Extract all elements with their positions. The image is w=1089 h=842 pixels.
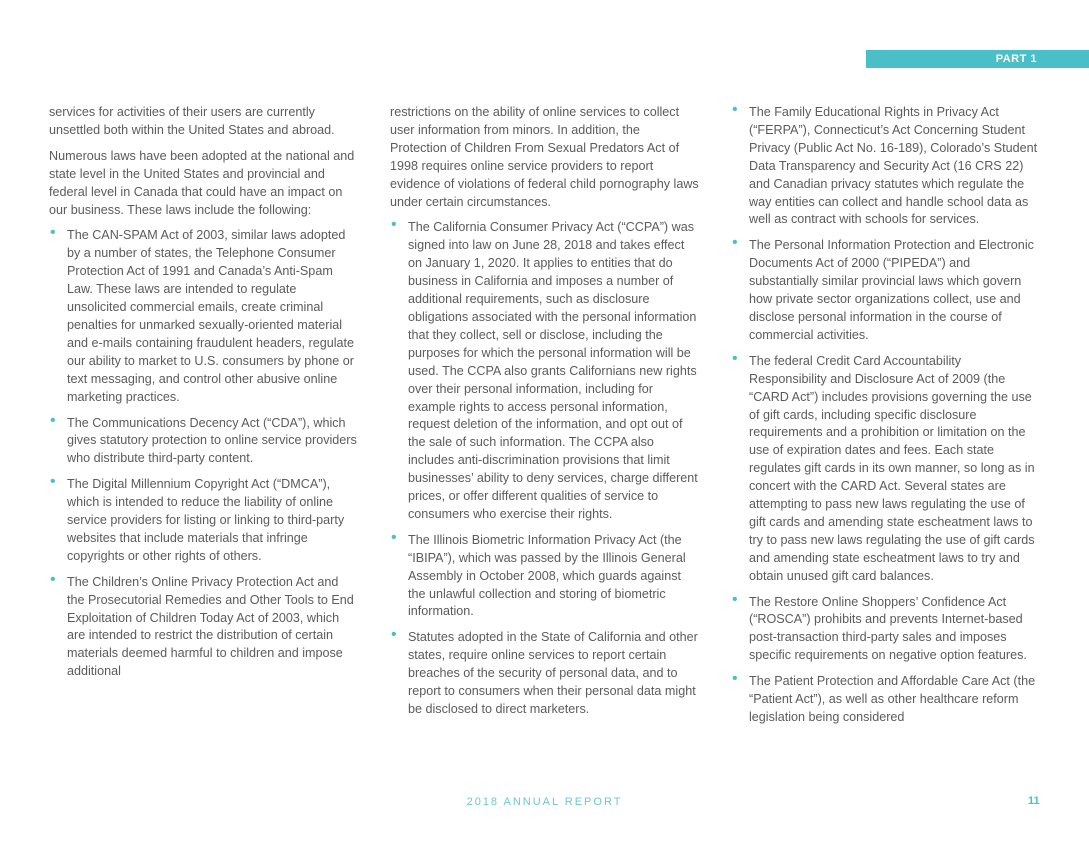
list-item bbox=[390, 626, 700, 719]
list-item-text: The Digital Millennium Copyright Act (“DMCA”), which is intended to reduce the liability of online service providers for listing or linking to third-party websites that include materials that infringe copyrights or other rights of others. bbox=[67, 477, 345, 563]
paragraph: restrictions on the ability of online services to collect user information from minors. In addition, the Protection of Children From Sexual Predators Act of 1998 requires online service providers to report evidence of violations of federal child pornography laws under certain circumstances. bbox=[390, 105, 699, 209]
list-item-text: The Family Educational Rights in Privacy Act (“FERPA”), Connecticut’s Act Concerning Student Privacy (Public Act No. 16-189), Colorado’s Student Data Transparency and Security Act (16 CRS 22) and Canadian privacy statutes which regulate the way entities can collect and handle school data as well as contract with schools for services. bbox=[749, 105, 1038, 227]
list-item bbox=[731, 670, 1041, 727]
bullet-icon: • bbox=[732, 101, 738, 118]
page-number: 11 bbox=[1028, 795, 1040, 807]
section-tab: PART 1 bbox=[866, 50, 1089, 68]
bullet-list bbox=[49, 224, 359, 681]
bullet-icon: • bbox=[50, 570, 56, 588]
list-item-text: Statutes adopted in the State of California and other states, require online services to report certain breaches of the security of personal data, and to report to consumers when their personal data might be disclosed to direct marketers. bbox=[408, 630, 698, 716]
list-item bbox=[731, 590, 1041, 666]
list-item bbox=[49, 570, 359, 681]
paragraph: Numerous laws have been adopted at the national and state level in the United States and provincial and federal level in Canada that could have an impact on our business. These laws include the following: bbox=[49, 148, 355, 217]
bullet-list bbox=[731, 101, 1041, 727]
bullet-icon: • bbox=[50, 473, 56, 491]
list-item-text: The Restore Online Shoppers’ Confidence Act (“ROSCA”) prohibits and prevents Internet-based post-transaction third-party sales and imposes specific requirements on negative option features. bbox=[749, 594, 1027, 663]
list-item bbox=[731, 101, 1041, 229]
bullet-icon: • bbox=[50, 411, 56, 429]
bullet-icon: • bbox=[50, 224, 56, 242]
list-item bbox=[49, 473, 359, 566]
list-item-text: The federal Credit Card Accountability Responsibility and Disclosure Act of 2009 (the “CARD Act”) includes provisions governing the use of gift cards, including specific disclosure requirements and a prohibition or limitation on the use of expiration dates and fees. Each state regulates gift cards in its own manner, so long as in concert with the CARD Act. Several states are attempting to pass new laws regulating the use of gift cards and amending state escheatment laws to try to pass new laws regulating the use of gift cards and amending state escheatment laws to try and obtain unused gift card balances. bbox=[749, 353, 1035, 583]
column-2 bbox=[390, 104, 700, 727]
list-item bbox=[49, 224, 359, 406]
list-item-text: The Illinois Biometric Information Privacy Act (the “IBIPA”), which was passed by the Illinois General Assembly in October 2008, which guards against the unlawful collection and storing of biometric information. bbox=[408, 532, 686, 619]
bullet-icon: • bbox=[732, 590, 738, 608]
list-item-text: The California Consumer Privacy Act (“CCPA”) was signed into law on June 28, 2018 and takes effect on January 1, 2020. It applies to entities that do business in California and imposes a number of additional requirements, such as disclosure obligations associated with the personal information that they collect, sell or disclose, including the purposes for which the personal information will be used. The CCPA also grants Californians new rights over their personal information, including for example rights to access personal information, request deletion of the information, and opt out of the sale of such information. The CCPA also includes anti-discrimination provisions that limit businesses’ ability to deny services, charge different prices, or offer different qualities of service to consumers who exercise their rights. bbox=[408, 220, 698, 521]
list-item-text: The Patient Protection and Affordable Care Act (the “Patient Act”), as well as other healthcare reform legislation being considered bbox=[749, 674, 1036, 724]
column-1 bbox=[49, 104, 359, 689]
list-item bbox=[390, 528, 700, 622]
bullet-icon: • bbox=[391, 528, 397, 546]
paragraph: services for activities of their users are currently unsettled both within the United States and abroad. bbox=[49, 105, 335, 137]
list-item-text: The Children’s Online Privacy Protection Act and the Prosecutorial Remedies and Other Tools to End Exploitation of Children Today Act of 2003, which are intended to restrict the distribution of certain materials deemed harmful to children and impose additional bbox=[67, 574, 354, 679]
column-3 bbox=[731, 101, 1041, 735]
bullet-icon: • bbox=[732, 234, 738, 252]
list-item bbox=[731, 349, 1041, 586]
bullet-icon: • bbox=[391, 216, 397, 234]
list-item-text: The Communications Decency Act (“CDA”), which gives statutory protection to online service providers who distribute third-party content. bbox=[67, 415, 357, 466]
bullet-icon: • bbox=[732, 670, 738, 688]
list-item bbox=[731, 234, 1041, 344]
list-item bbox=[390, 216, 700, 523]
bullet-icon: • bbox=[391, 626, 397, 644]
list-item-text: The Personal Information Protection and Electronic Documents Act of 2000 (“PIPEDA”) and substantially similar provincial laws which govern how private sector organizations collect, use and disclose personal information in the course of commercial activities. bbox=[749, 238, 1034, 342]
list-item bbox=[49, 411, 359, 469]
bullet-icon: • bbox=[732, 349, 738, 367]
footer-report-title: 2018 ANNUAL REPORT bbox=[466, 796, 623, 808]
list-item-text: The CAN-SPAM Act of 2003, similar laws adopted by a number of states, the Telephone Consumer Protection Act of 1991 and Canada’s Anti-Spam Law. These laws are intended to regulate unsolicited commercial emails, create criminal penalties for unmarked sexually-oriented material and e-mails containing fraudulent headers, regulate our ability to market to U.S. consumers by phone or text messaging, and control other abusive online marketing practices. bbox=[67, 228, 355, 404]
bullet-list bbox=[390, 216, 700, 718]
